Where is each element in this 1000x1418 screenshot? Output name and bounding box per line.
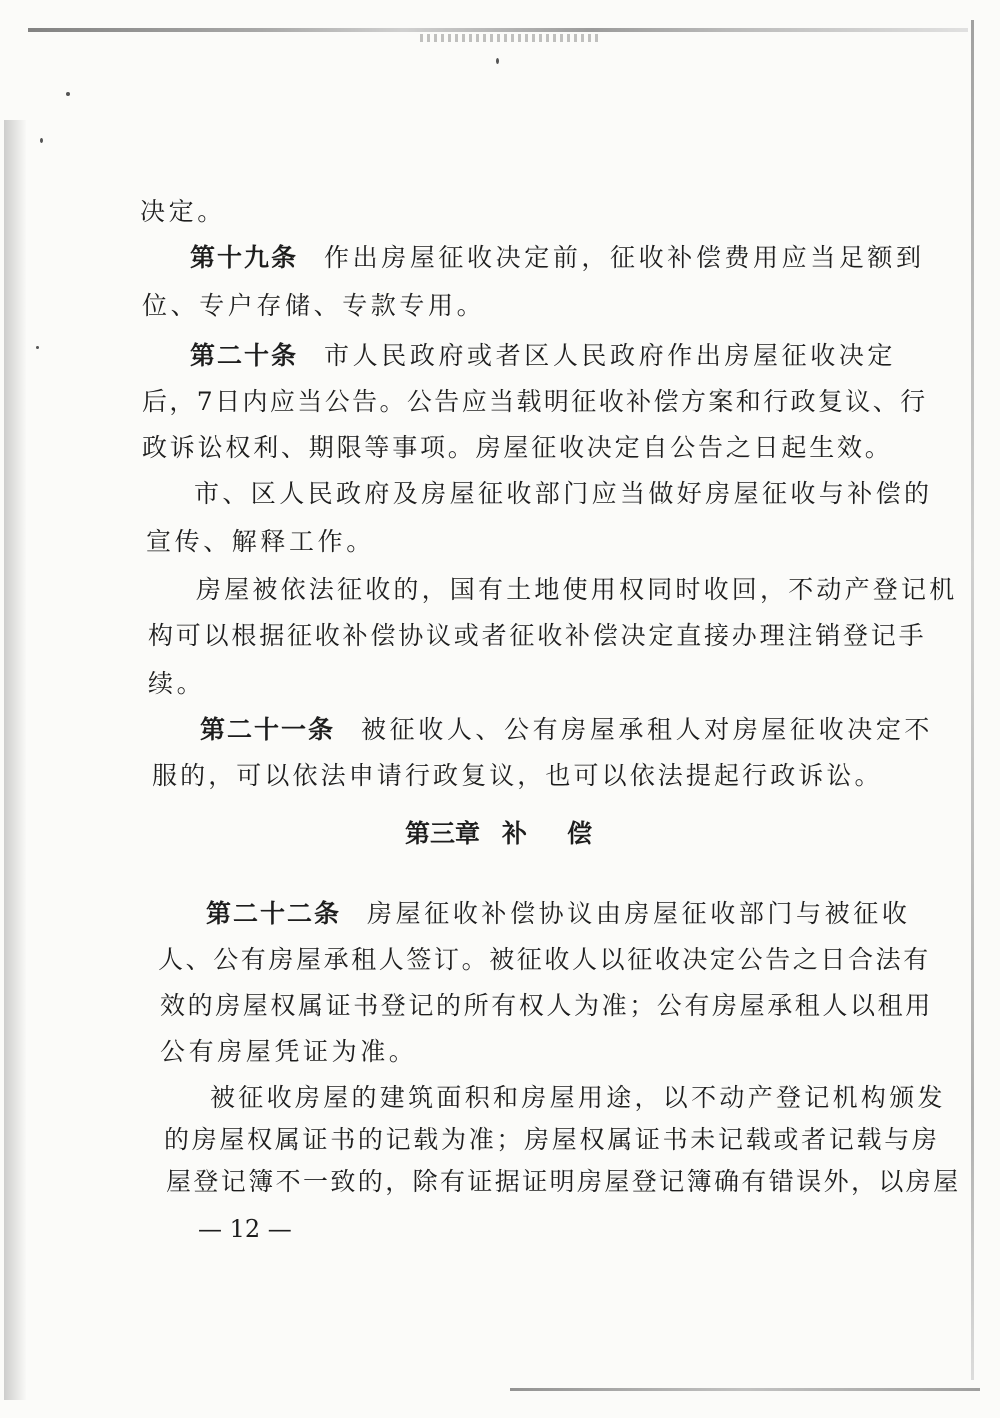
line-text: 续。 [148,669,206,698]
line-text: 后，7日内应当公告。公告应当载明征收补偿方案和行政复议、行 [142,387,928,416]
line-text: 位、专户存储、专款专用。 [142,291,486,320]
line-text: 服的，可以依法申请行政复议，也可以依法提起行政诉讼。 [152,761,883,790]
scan-speck [36,346,39,349]
line-text: 公有房屋凭证为准。 [160,1037,418,1066]
text-line [160,990,933,1022]
line-text: 效的房屋权属证书登记的所有权人为准；公有房屋承租人以租用 [160,991,933,1020]
scan-speck [496,58,499,64]
line-text: 市人民政府或者区人民政府作出房屋征收决定 [324,341,897,370]
article-20-paragraph [190,340,896,372]
text-line [160,1036,417,1068]
article-21-paragraph [200,714,933,746]
line-text: 作出房屋征收决定前，征收补偿费用应当足额到 [324,243,925,272]
line-text: 屋登记簿不一致的，除有证据证明房屋登记簿确有错误外，以房屋 [166,1167,961,1196]
line-text: 决定。 [140,197,226,226]
article-heading: 第二十条 [190,341,299,370]
text-line [194,478,932,510]
scan-edge-top [28,28,968,32]
text-line [148,668,205,700]
article-22-paragraph [206,898,910,930]
chapter-heading [405,818,632,850]
article-19-paragraph [190,242,925,274]
chapter-title: 补偿 [502,819,633,848]
text-line [140,196,226,228]
line-text: 房屋被依法征收的，国有土地使用权同时收回，不动产登记机 [196,575,958,604]
text-line [142,290,485,322]
line-text: 宣传、解释工作。 [146,527,375,556]
text-line [166,1166,961,1198]
scan-edge-bottom [510,1388,980,1391]
text-line [148,620,926,652]
line-text: 房屋征收补偿协议由房屋征收部门与被征收 [367,899,911,928]
text-line [158,944,931,976]
scan-shadow-left [4,120,26,1400]
page-number: — 12 — [198,1215,292,1243]
scan-noise-top [420,34,600,42]
text-line [142,386,928,418]
scan-speck [40,138,43,143]
article-heading: 第十九条 [190,243,299,272]
text-line [196,574,957,606]
text-line [210,1082,946,1114]
line-text: 人、公有房屋承租人签订。被征收人以征收决定公告之日合法有 [158,945,931,974]
scan-edge-right [971,20,974,1380]
line-text: 市、区人民政府及房屋征收部门应当做好房屋征收与补偿的 [194,479,933,508]
chapter-number: 第三章 [405,819,481,848]
article-heading: 第二十二条 [206,899,342,928]
text-line [142,432,893,464]
text-line [146,526,375,558]
scan-speck [66,92,70,96]
line-text: 构可以根据征收补偿协议或者征收补偿决定直接办理注销登记手 [148,621,927,650]
line-text: 被征收人、公有房屋承租人对房屋征收决定不 [361,715,934,744]
text-line [152,760,883,792]
text-line [164,1124,940,1156]
line-text: 被征收房屋的建筑面积和房屋用途，以不动产登记机构颁发 [210,1083,946,1112]
line-text: 政诉讼权利、期限等事项。房屋征收决定自公告之日起生效。 [142,433,893,462]
article-heading: 第二十一条 [200,715,336,744]
line-text: 的房屋权属证书的记载为准；房屋权属证书未记载或者记载与房 [164,1125,940,1154]
